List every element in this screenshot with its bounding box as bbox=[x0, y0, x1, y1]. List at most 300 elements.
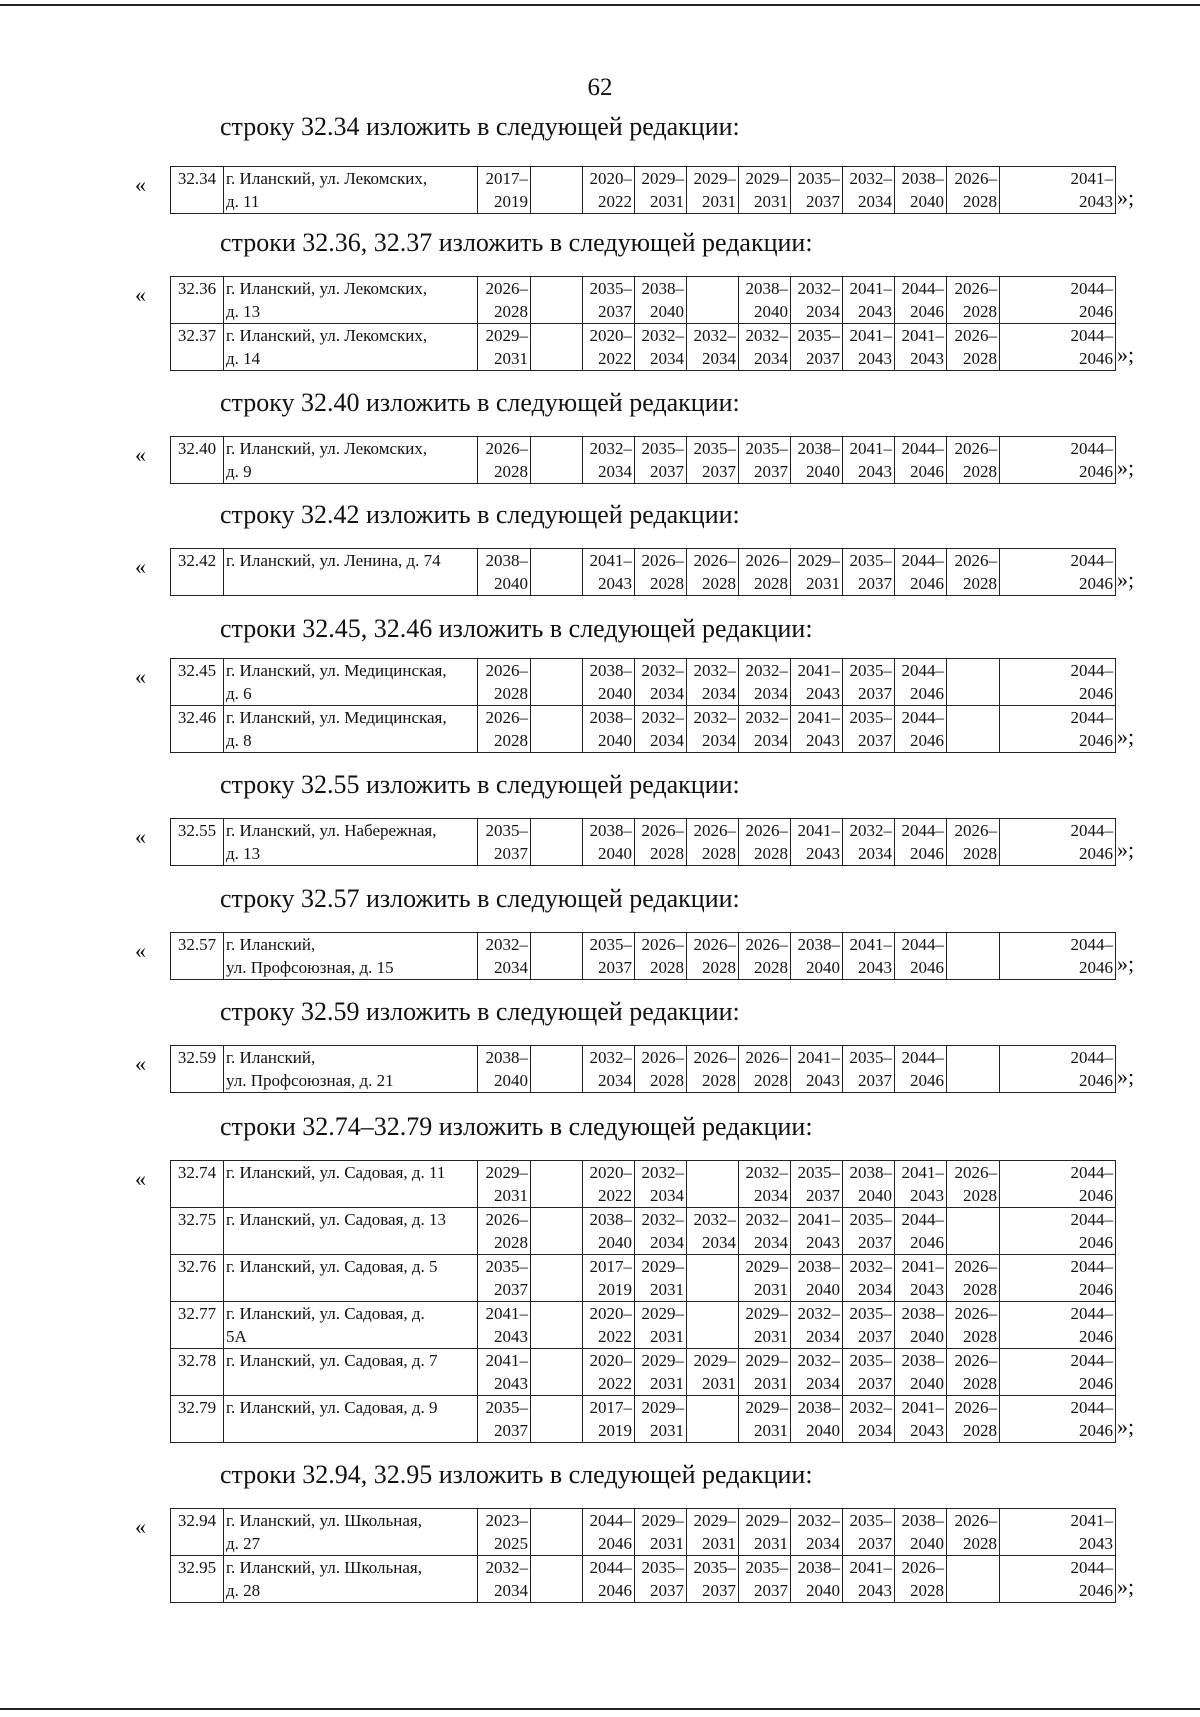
year-range-cell bbox=[583, 167, 635, 214]
year-range-cell bbox=[478, 549, 531, 596]
year-range-cell bbox=[791, 1302, 843, 1349]
year-range-cell bbox=[895, 706, 947, 753]
year-value: 2038– bbox=[485, 1048, 528, 1067]
year-value: 2032– bbox=[485, 935, 528, 954]
year-value: 2025 bbox=[494, 1534, 528, 1553]
address-line: г. Иланский, bbox=[226, 1048, 316, 1067]
section-heading: строку 32.42 изложить в следующей редакции: bbox=[220, 500, 740, 529]
year-value: 2028 bbox=[754, 1071, 788, 1090]
year-range-cell bbox=[947, 659, 1000, 706]
year-range-cell bbox=[635, 1046, 687, 1093]
year-range-cell bbox=[531, 1161, 583, 1208]
year-value: 2035– bbox=[797, 326, 840, 345]
year-value: 2028 bbox=[963, 1534, 997, 1553]
year-range-cell bbox=[635, 437, 687, 484]
year-value: 2028 bbox=[963, 192, 997, 211]
year-value: 2028 bbox=[702, 958, 736, 977]
year-range-cell bbox=[843, 819, 895, 866]
year-value: 2040 bbox=[806, 1421, 840, 1440]
year-range-cell bbox=[791, 549, 843, 596]
year-value: 2038– bbox=[797, 1398, 840, 1417]
year-range-cell bbox=[1000, 706, 1116, 753]
year-value: 2028 bbox=[963, 1374, 997, 1393]
quote-open-mark: « bbox=[135, 1166, 146, 1191]
year-value: 2040 bbox=[598, 844, 632, 863]
year-value: 2043 bbox=[910, 1421, 944, 1440]
year-value: 2029– bbox=[641, 1351, 684, 1370]
year-value: 2029– bbox=[485, 326, 528, 345]
year-value: 2031 bbox=[806, 574, 840, 593]
year-value: 2044– bbox=[1070, 1398, 1113, 1417]
year-value: 2034 bbox=[494, 958, 528, 977]
row-address bbox=[224, 1046, 478, 1093]
year-value: 2035– bbox=[797, 169, 840, 188]
table-row bbox=[171, 1208, 1116, 1255]
row-number: 32.94 bbox=[171, 1509, 224, 1556]
year-range-cell bbox=[687, 167, 739, 214]
year-range-cell bbox=[478, 1302, 531, 1349]
year-value: 2026– bbox=[954, 169, 997, 188]
year-value: 2037 bbox=[858, 684, 892, 703]
year-value: 2044– bbox=[1070, 1257, 1113, 1276]
year-range-cell bbox=[895, 1556, 947, 1603]
year-range-cell bbox=[895, 1349, 947, 1396]
year-value: 2040 bbox=[910, 1534, 944, 1553]
year-range-cell bbox=[843, 1046, 895, 1093]
row-address bbox=[224, 1556, 478, 1603]
year-range-cell bbox=[843, 1396, 895, 1443]
section-heading: строки 32.74–32.79 изложить в следующей редакции: bbox=[220, 1112, 813, 1141]
year-value: 2040 bbox=[650, 302, 684, 321]
year-value: 2026– bbox=[693, 1048, 736, 1067]
year-range-cell bbox=[635, 549, 687, 596]
year-value: 2035– bbox=[745, 439, 788, 458]
year-range-cell bbox=[791, 1396, 843, 1443]
year-value: 2022 bbox=[598, 1186, 632, 1205]
year-range-cell bbox=[687, 1556, 739, 1603]
year-value: 2034 bbox=[650, 731, 684, 750]
year-range-cell bbox=[478, 819, 531, 866]
year-value: 2028 bbox=[754, 844, 788, 863]
year-value: 2029– bbox=[745, 1304, 788, 1323]
year-range-cell bbox=[947, 1556, 1000, 1603]
address-line: д. 9 bbox=[226, 462, 252, 481]
year-value: 2026– bbox=[954, 1304, 997, 1323]
year-value: 2026– bbox=[641, 551, 684, 570]
year-value: 2034 bbox=[858, 1421, 892, 1440]
year-range-cell bbox=[478, 167, 531, 214]
year-range-cell bbox=[947, 324, 1000, 371]
address-line: г. Иланский, ул. Лекомских, bbox=[226, 279, 428, 298]
year-value: 2043 bbox=[806, 684, 840, 703]
year-value: 2046 bbox=[1079, 958, 1113, 977]
year-value: 2046 bbox=[910, 684, 944, 703]
row-address bbox=[224, 277, 478, 324]
address-line: д. 14 bbox=[226, 349, 261, 368]
year-range-cell bbox=[1000, 1396, 1116, 1443]
year-value: 2028 bbox=[963, 1327, 997, 1346]
year-range-cell bbox=[1000, 549, 1116, 596]
quote-close-mark: »; bbox=[1117, 185, 1135, 210]
year-range-cell bbox=[895, 1396, 947, 1443]
year-range-cell bbox=[1000, 324, 1116, 371]
year-range-cell bbox=[791, 324, 843, 371]
year-value: 2028 bbox=[494, 684, 528, 703]
quote-close-mark: »; bbox=[1117, 1574, 1135, 1599]
year-value: 2046 bbox=[910, 1071, 944, 1090]
year-value: 2041– bbox=[797, 1048, 840, 1067]
year-value: 2043 bbox=[910, 1186, 944, 1205]
year-value: 2034 bbox=[806, 1327, 840, 1346]
address-line: ул. Профсоюзная, д. 21 bbox=[226, 1071, 394, 1090]
year-value: 2029– bbox=[693, 1511, 736, 1530]
year-value: 2031 bbox=[650, 1374, 684, 1393]
year-value: 2031 bbox=[754, 1327, 788, 1346]
year-value: 2037 bbox=[754, 462, 788, 481]
quote-open-mark: « bbox=[135, 1051, 146, 1076]
year-value: 2041– bbox=[797, 1210, 840, 1229]
year-value: 2043 bbox=[858, 1581, 892, 1600]
year-range-cell bbox=[739, 659, 791, 706]
year-value: 2034 bbox=[858, 844, 892, 863]
year-range-cell bbox=[687, 1161, 739, 1208]
quote-open-mark: « bbox=[135, 1514, 146, 1539]
year-value: 2037 bbox=[858, 1071, 892, 1090]
year-range-cell bbox=[635, 277, 687, 324]
year-value: 2046 bbox=[1079, 731, 1113, 750]
year-value: 2044– bbox=[901, 551, 944, 570]
row-number: 32.46 bbox=[171, 706, 224, 753]
year-value: 2035– bbox=[849, 1351, 892, 1370]
year-value: 2046 bbox=[1079, 574, 1113, 593]
year-value: 2031 bbox=[650, 192, 684, 211]
year-range-cell bbox=[583, 1556, 635, 1603]
year-range-cell bbox=[739, 1556, 791, 1603]
year-range-cell bbox=[531, 549, 583, 596]
row-number: 32.36 bbox=[171, 277, 224, 324]
year-value: 2032– bbox=[589, 1048, 632, 1067]
year-range-cell bbox=[739, 549, 791, 596]
year-range-cell bbox=[739, 324, 791, 371]
top-border-line bbox=[0, 4, 1200, 6]
year-value: 2032– bbox=[745, 1163, 788, 1182]
year-range-cell bbox=[478, 1208, 531, 1255]
year-value: 2035– bbox=[485, 1257, 528, 1276]
year-value: 2046 bbox=[910, 731, 944, 750]
year-value: 2026– bbox=[954, 326, 997, 345]
year-range-cell bbox=[583, 819, 635, 866]
year-range-cell bbox=[843, 324, 895, 371]
year-range-cell bbox=[583, 1255, 635, 1302]
year-range-cell bbox=[687, 1302, 739, 1349]
year-value: 2034 bbox=[650, 349, 684, 368]
year-value: 2031 bbox=[754, 1374, 788, 1393]
year-value: 2035– bbox=[797, 1163, 840, 1182]
year-range-cell bbox=[635, 1161, 687, 1208]
year-range-cell bbox=[531, 1509, 583, 1556]
table-row bbox=[171, 549, 1116, 596]
year-value: 2031 bbox=[702, 192, 736, 211]
year-value: 2034 bbox=[598, 1071, 632, 1090]
year-range-cell bbox=[895, 1255, 947, 1302]
year-range-cell bbox=[791, 1349, 843, 1396]
row-address bbox=[224, 437, 478, 484]
address-line: г. Иланский, ул. Садовая, д. bbox=[226, 1304, 425, 1323]
year-range-cell bbox=[895, 324, 947, 371]
row-address bbox=[224, 659, 478, 706]
year-range-cell bbox=[478, 1349, 531, 1396]
address-line: д. 28 bbox=[226, 1581, 261, 1600]
year-value: 2026– bbox=[745, 1048, 788, 1067]
year-value: 2043 bbox=[910, 349, 944, 368]
year-value: 2028 bbox=[754, 958, 788, 977]
year-value: 2038– bbox=[901, 169, 944, 188]
year-range-cell bbox=[531, 277, 583, 324]
row-address bbox=[224, 1396, 478, 1443]
row-number: 32.37 bbox=[171, 324, 224, 371]
year-value: 2026– bbox=[901, 1558, 944, 1577]
year-value: 2032– bbox=[641, 326, 684, 345]
year-value: 2043 bbox=[910, 1280, 944, 1299]
year-range-cell bbox=[791, 1161, 843, 1208]
row-address bbox=[224, 933, 478, 980]
year-range-cell bbox=[583, 659, 635, 706]
year-range-cell bbox=[583, 1302, 635, 1349]
address-line: г. Иланский, ул. Набережная, bbox=[226, 821, 437, 840]
year-value: 2041– bbox=[849, 1558, 892, 1577]
year-value: 2034 bbox=[494, 1581, 528, 1600]
year-value: 2037 bbox=[494, 1280, 528, 1299]
year-range-cell bbox=[947, 549, 1000, 596]
year-value: 2040 bbox=[598, 731, 632, 750]
table-row bbox=[171, 437, 1116, 484]
year-value: 2043 bbox=[806, 1071, 840, 1090]
year-range-cell bbox=[791, 277, 843, 324]
year-value: 2029– bbox=[641, 1304, 684, 1323]
year-range-cell bbox=[947, 933, 1000, 980]
year-value: 2029– bbox=[641, 1257, 684, 1276]
year-value: 2046 bbox=[1079, 1186, 1113, 1205]
year-range-cell bbox=[947, 167, 1000, 214]
section-heading: строки 32.45, 32.46 изложить в следующей редакции: bbox=[220, 614, 813, 643]
year-value: 2037 bbox=[494, 844, 528, 863]
year-value: 2041– bbox=[485, 1304, 528, 1323]
year-range-cell bbox=[895, 1509, 947, 1556]
year-range-cell bbox=[478, 1556, 531, 1603]
year-value: 2038– bbox=[901, 1511, 944, 1530]
year-value: 2020– bbox=[589, 1351, 632, 1370]
year-range-cell bbox=[791, 933, 843, 980]
year-value: 2046 bbox=[1079, 349, 1113, 368]
year-range-cell bbox=[635, 1556, 687, 1603]
year-value: 2044– bbox=[901, 1048, 944, 1067]
year-range-cell bbox=[791, 659, 843, 706]
section-heading: строку 32.57 изложить в следующей редакции: bbox=[220, 884, 740, 913]
year-value: 2038– bbox=[589, 708, 632, 727]
quote-close-mark: »; bbox=[1117, 724, 1135, 749]
year-range-cell bbox=[531, 437, 583, 484]
year-value: 2026– bbox=[954, 279, 997, 298]
year-value: 2031 bbox=[754, 192, 788, 211]
amendment-table bbox=[170, 436, 1116, 484]
year-range-cell bbox=[1000, 659, 1116, 706]
year-value: 2041– bbox=[485, 1351, 528, 1370]
year-range-cell bbox=[895, 659, 947, 706]
section-heading: строку 32.34 изложить в следующей редакции: bbox=[220, 112, 740, 141]
year-range-cell bbox=[947, 437, 1000, 484]
table-row bbox=[171, 1161, 1116, 1208]
address-line: д. 13 bbox=[226, 844, 261, 863]
year-value: 2032– bbox=[849, 1398, 892, 1417]
year-value: 2046 bbox=[598, 1581, 632, 1600]
year-value: 2034 bbox=[650, 684, 684, 703]
year-value: 2044– bbox=[901, 708, 944, 727]
address-line: д. 6 bbox=[226, 684, 252, 703]
year-range-cell bbox=[478, 324, 531, 371]
year-value: 2026– bbox=[954, 439, 997, 458]
year-value: 2034 bbox=[754, 684, 788, 703]
year-range-cell bbox=[687, 659, 739, 706]
table-row bbox=[171, 1046, 1116, 1093]
year-value: 2026– bbox=[954, 821, 997, 840]
year-value: 2029– bbox=[745, 1398, 788, 1417]
year-value: 2043 bbox=[858, 958, 892, 977]
year-value: 2032– bbox=[641, 1163, 684, 1182]
year-value: 2028 bbox=[963, 844, 997, 863]
year-value: 2034 bbox=[754, 349, 788, 368]
row-number: 32.77 bbox=[171, 1302, 224, 1349]
year-range-cell bbox=[1000, 1509, 1116, 1556]
year-range-cell bbox=[791, 167, 843, 214]
year-range-cell bbox=[583, 1349, 635, 1396]
row-address bbox=[224, 1208, 478, 1255]
year-range-cell bbox=[1000, 1161, 1116, 1208]
year-value: 2040 bbox=[910, 192, 944, 211]
year-value: 2041– bbox=[589, 551, 632, 570]
year-value: 2038– bbox=[589, 661, 632, 680]
year-value: 2037 bbox=[650, 1581, 684, 1600]
amendment-table bbox=[170, 1508, 1116, 1603]
year-range-cell bbox=[843, 277, 895, 324]
year-range-cell bbox=[739, 1396, 791, 1443]
year-value: 2032– bbox=[745, 1210, 788, 1229]
row-address bbox=[224, 549, 478, 596]
year-range-cell bbox=[739, 1046, 791, 1093]
year-value: 2041– bbox=[901, 326, 944, 345]
year-range-cell bbox=[843, 1208, 895, 1255]
year-range-cell bbox=[635, 1208, 687, 1255]
year-range-cell bbox=[843, 706, 895, 753]
year-value: 2038– bbox=[589, 1210, 632, 1229]
year-value: 2041– bbox=[849, 439, 892, 458]
year-value: 2034 bbox=[650, 1233, 684, 1252]
year-value: 2037 bbox=[858, 574, 892, 593]
row-number: 32.34 bbox=[171, 167, 224, 214]
year-value: 2037 bbox=[858, 1534, 892, 1553]
year-value: 2029– bbox=[641, 169, 684, 188]
year-value: 2040 bbox=[598, 684, 632, 703]
year-value: 2038– bbox=[849, 1163, 892, 1182]
year-value: 2037 bbox=[806, 192, 840, 211]
section-heading: строку 32.55 изложить в следующей редакции: bbox=[220, 770, 740, 799]
year-range-cell bbox=[635, 1509, 687, 1556]
year-value: 2032– bbox=[641, 1210, 684, 1229]
year-value: 2031 bbox=[754, 1534, 788, 1553]
year-range-cell bbox=[739, 1349, 791, 1396]
quote-open-mark: « bbox=[135, 282, 146, 307]
year-value: 2037 bbox=[754, 1581, 788, 1600]
year-value: 2044– bbox=[901, 661, 944, 680]
year-range-cell bbox=[843, 933, 895, 980]
year-value: 2035– bbox=[849, 661, 892, 680]
year-range-cell bbox=[843, 167, 895, 214]
amendment-table bbox=[170, 166, 1116, 214]
table-row bbox=[171, 1255, 1116, 1302]
year-value: 2040 bbox=[910, 1374, 944, 1393]
year-range-cell bbox=[635, 324, 687, 371]
year-value: 2028 bbox=[494, 1233, 528, 1252]
amendment-table bbox=[170, 548, 1116, 596]
year-value: 2031 bbox=[494, 1186, 528, 1205]
year-range-cell bbox=[947, 1208, 1000, 1255]
year-range-cell bbox=[895, 819, 947, 866]
address-line: г. Иланский, ул. Садовая, д. 7 bbox=[226, 1351, 438, 1370]
year-value: 2040 bbox=[494, 1071, 528, 1090]
year-value: 2041– bbox=[901, 1257, 944, 1276]
year-value: 2037 bbox=[494, 1421, 528, 1440]
year-value: 2043 bbox=[494, 1374, 528, 1393]
row-number: 32.42 bbox=[171, 549, 224, 596]
year-value: 2031 bbox=[754, 1280, 788, 1299]
year-value: 2031 bbox=[702, 1534, 736, 1553]
year-value: 2040 bbox=[806, 1581, 840, 1600]
year-value: 2028 bbox=[963, 1421, 997, 1440]
year-value: 2046 bbox=[1079, 302, 1113, 321]
year-range-cell bbox=[1000, 277, 1116, 324]
year-value: 2028 bbox=[650, 574, 684, 593]
year-range-cell bbox=[687, 1349, 739, 1396]
year-range-cell bbox=[583, 1396, 635, 1443]
row-number: 32.45 bbox=[171, 659, 224, 706]
year-value: 2040 bbox=[806, 1280, 840, 1299]
year-value: 2029– bbox=[693, 169, 736, 188]
year-value: 2032– bbox=[797, 279, 840, 298]
year-value: 2044– bbox=[901, 1210, 944, 1229]
year-range-cell bbox=[531, 324, 583, 371]
year-value: 2035– bbox=[693, 439, 736, 458]
year-value: 2028 bbox=[963, 462, 997, 481]
year-value: 2041– bbox=[797, 661, 840, 680]
year-range-cell bbox=[791, 1255, 843, 1302]
year-range-cell bbox=[583, 277, 635, 324]
section-heading: строку 32.40 изложить в следующей редакции: bbox=[220, 388, 740, 417]
year-value: 2031 bbox=[650, 1280, 684, 1299]
year-value: 2026– bbox=[485, 279, 528, 298]
year-value: 2031 bbox=[650, 1534, 684, 1553]
year-range-cell bbox=[739, 277, 791, 324]
quote-open-mark: « bbox=[135, 824, 146, 849]
year-range-cell bbox=[895, 437, 947, 484]
year-value: 2043 bbox=[806, 731, 840, 750]
year-range-cell bbox=[635, 819, 687, 866]
year-range-cell bbox=[1000, 819, 1116, 866]
year-value: 2032– bbox=[745, 708, 788, 727]
amendment-table bbox=[170, 276, 1116, 371]
year-range-cell bbox=[478, 1509, 531, 1556]
year-range-cell bbox=[843, 1349, 895, 1396]
row-number: 32.95 bbox=[171, 1556, 224, 1603]
year-value: 2038– bbox=[797, 439, 840, 458]
